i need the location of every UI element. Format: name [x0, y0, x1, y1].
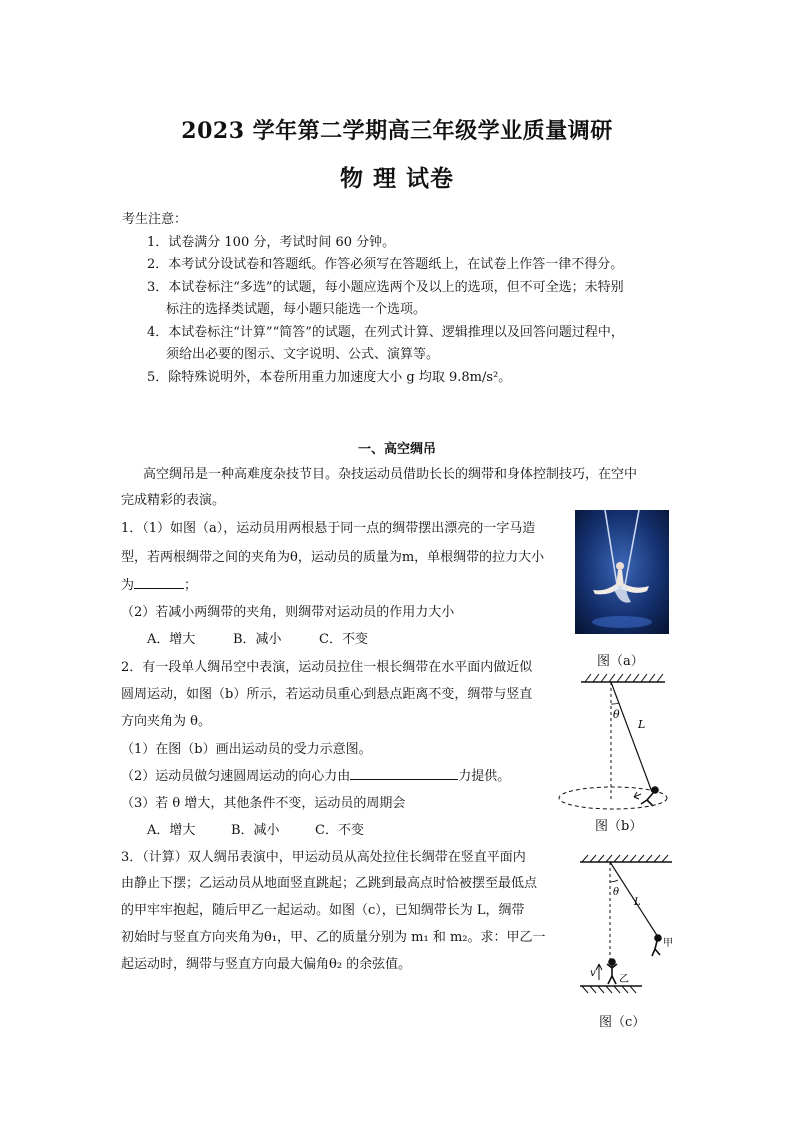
figure-c-yi-label: 乙 — [619, 974, 629, 985]
q1-line-3-end: ； — [184, 578, 198, 593]
figure-b-caption: 图（b） — [595, 819, 643, 834]
notice-item-1: 1．试卷满分 100 分，考试时间 60 分钟。 — [147, 235, 396, 250]
notice-item-4: 4．本试卷标注“计算”“简答”的试题，在列式计算、逻辑推理以及回答问题过程中， — [147, 325, 624, 340]
figure-c-jia-label: 甲 — [663, 938, 673, 949]
figure-c-caption: 图（c） — [599, 1015, 646, 1030]
q2-part-2 — [121, 764, 510, 790]
q2-options — [147, 818, 364, 844]
q1-options — [147, 627, 368, 653]
q2-line-2: 圆周运动，如图（b）所示，若运动员重心到悬点距离不变，绸带与竖直 — [121, 687, 533, 702]
q2-part-2-text: （2）运动员做匀速圆周运动的向心力由 — [121, 769, 351, 784]
q2-part-3: （3）若 θ 增大，其他条件不变，运动员的周期会 — [121, 796, 406, 811]
figure-b-angle-label: θ — [613, 708, 620, 721]
q3-line-2: 由静止下摆；乙运动员从地面竖直跳起；乙跳到最高点时恰被摆至最低点 — [121, 876, 538, 891]
figure-b-length-label: L — [638, 718, 646, 731]
notice-item-3: 3．本试卷标注“多选”的试题，每小题应选两个及以上的选项，但不可全选；未特别 — [147, 280, 624, 295]
q1-option-b[interactable]: B．减小 — [233, 632, 282, 647]
q1-line-2: 型，若两根绸带之间的夹角为θ，运动员的质量为m，单根绸带的拉力大小 — [121, 550, 545, 565]
q1-option-a[interactable]: A．增大 — [147, 632, 196, 647]
figure-c-diagram — [572, 852, 682, 1002]
figure-c-angle-label: θ — [613, 887, 620, 898]
q1-line-3 — [121, 573, 197, 599]
q3-line-4: 初始时与竖直方向夹角为θ₁，甲、乙的质量分别为 m₁ 和 m₂。求：甲乙一 — [121, 930, 546, 945]
figure-c-length-label: L — [634, 897, 641, 908]
q2-option-a[interactable]: A．增大 — [147, 823, 196, 838]
q1-line-3-text: 为 — [121, 578, 135, 593]
notice-item-4-cont: 须给出必要的图示、文字说明、公式、演算等。 — [166, 347, 440, 362]
exam-title: 2023 学年第二学期高三年级学业质量调研 — [181, 118, 613, 144]
exam-subtitle: 物 理 试卷 — [339, 165, 454, 192]
notice-heading: 考生注意： — [122, 212, 188, 227]
section-intro-1: 高空绸吊是一种高难度杂技节目。杂技运动员借助长长的绸带和身体控制技巧，在空中 — [143, 467, 638, 482]
notice-item-3-cont: 标注的选择类试题，每小题只能选一个选项。 — [166, 302, 427, 317]
q1-answer-blank[interactable] — [134, 574, 184, 589]
q2-line-1: 2．有一段单人绸吊空中表演，运动员拉住一根长绸带在水平面内做近似 — [121, 660, 533, 675]
q2-part-1: （1）在图（b）画出运动员的受力示意图。 — [121, 742, 372, 757]
section-title: 一、高空绸吊 — [357, 442, 436, 457]
notice-item-5: 5．除特殊说明外，本卷所用重力加速度大小 g 均取 9.8m/s²。 — [147, 370, 512, 385]
q3-line-1: 3．（计算）双人绸吊表演中，甲运动员从高处拉住长绸带在竖直平面内 — [121, 850, 526, 865]
q1-option-c[interactable]: C．不变 — [319, 632, 368, 647]
figure-a-photo — [575, 510, 669, 634]
q2-part-2-end: 力提供。 — [458, 769, 511, 784]
figure-c-v-label: v — [590, 968, 596, 979]
q2-answer-blank[interactable] — [350, 765, 458, 780]
notice-item-2: 2．本考试分设试卷和答题纸。作答必须写在答题纸上，在试卷上作答一律不得分。 — [147, 257, 624, 272]
q3-line-5: 起运动时，绸带与竖直方向最大偏角θ₂ 的余弦值。 — [121, 957, 412, 972]
figure-b-diagram — [535, 670, 685, 810]
q1-part-2: （2）若减小两绸带的夹角，则绸带对运动员的作用力大小 — [121, 605, 455, 620]
section-intro-2: 完成精彩的表演。 — [121, 493, 226, 508]
q2-option-c[interactable]: C．不变 — [315, 823, 364, 838]
q2-option-b[interactable]: B．减小 — [231, 823, 280, 838]
figure-a-caption: 图（a） — [597, 654, 644, 669]
q2-line-3: 方向夹角为 θ。 — [121, 714, 211, 729]
q1-line-1: 1．（1）如图（a），运动员用两根悬于同一点的绸带摆出漂亮的一字马造 — [121, 521, 536, 536]
q3-line-3: 的甲牢牢抱起，随后甲乙一起运动。如图（c），已知绸带长为 L，绸带 — [121, 903, 525, 918]
